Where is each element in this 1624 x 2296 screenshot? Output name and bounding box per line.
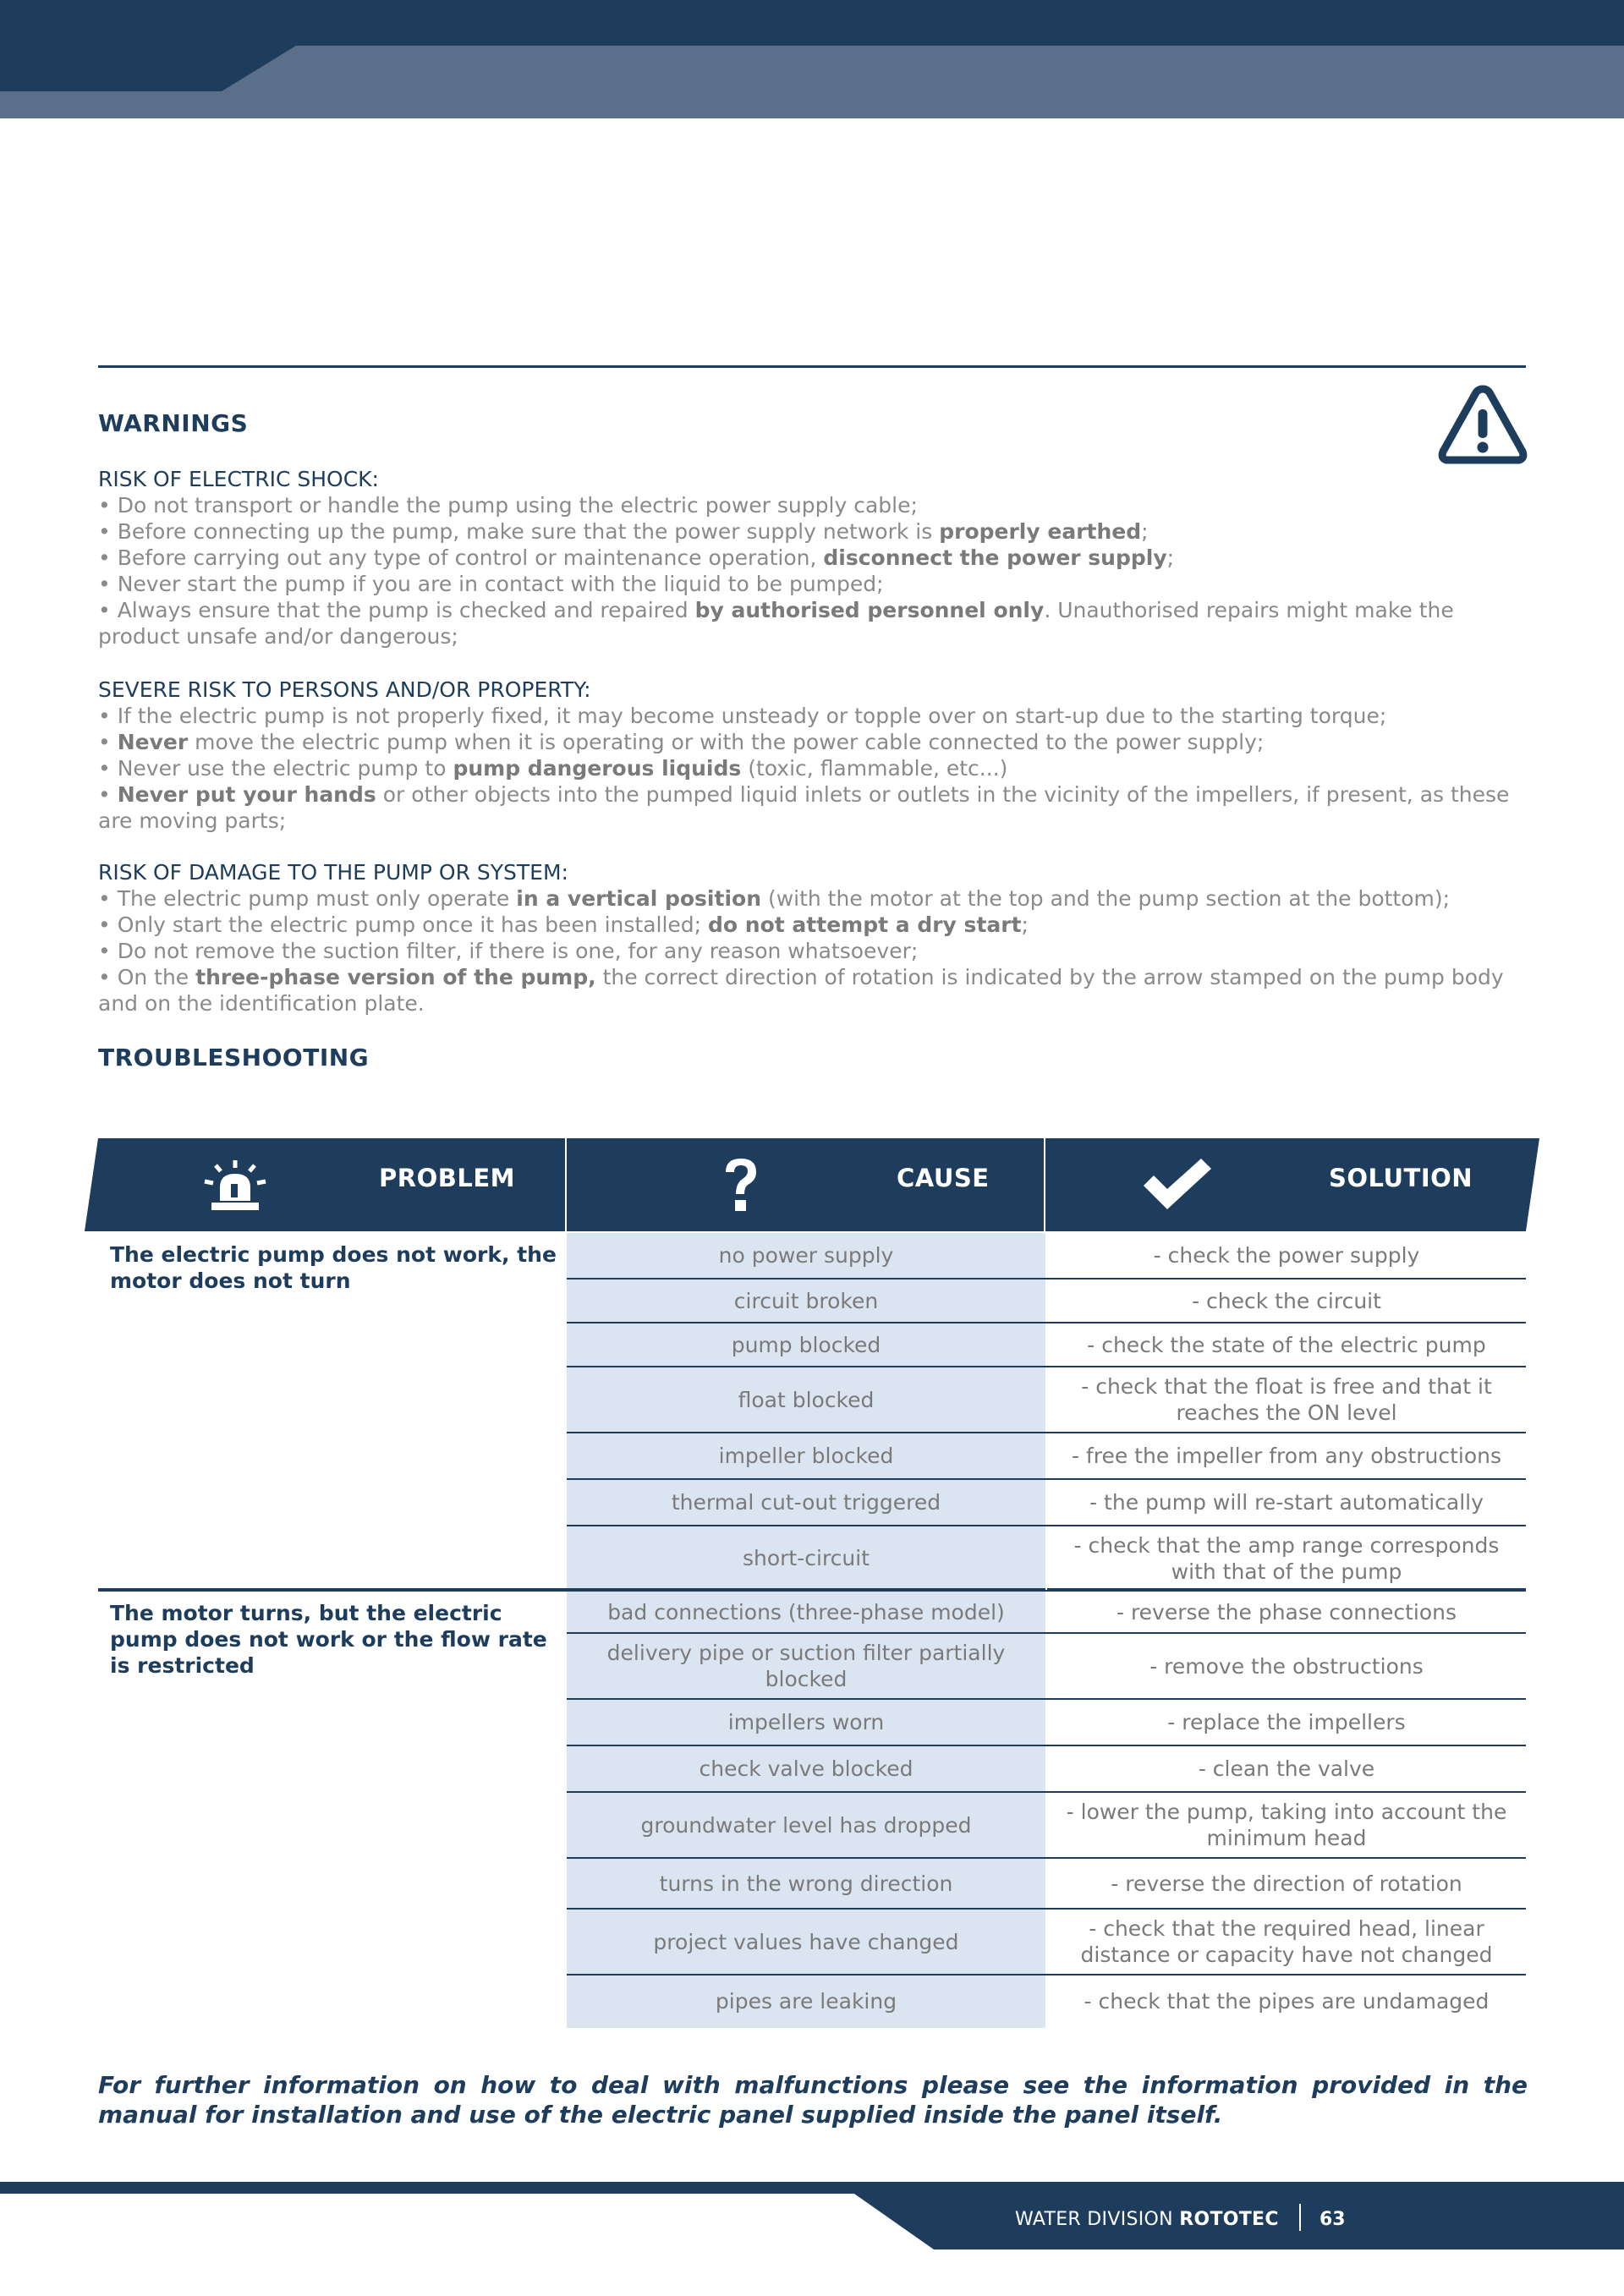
warning-text: the correct direction of rotation is indicated by the arrow stamped on the pump body and on the identification plate. xyxy=(98,965,1504,1016)
page-number: 63 xyxy=(1320,2209,1346,2230)
solution-cell: - check that the pipes are undamaged xyxy=(1045,1975,1526,2026)
header-solution: SOLUTION xyxy=(1329,1164,1473,1192)
footer-division-label: WATER DIVISION xyxy=(1015,2209,1180,2230)
solution-cell: - check the circuit xyxy=(1045,1280,1526,1322)
siren-icon xyxy=(203,1159,267,1213)
cause-cell: pump blocked xyxy=(731,1332,881,1357)
warning-line xyxy=(98,885,1528,912)
warning-line xyxy=(98,597,1528,649)
header-problem: PROBLEM xyxy=(379,1164,515,1192)
table-row xyxy=(567,1526,1526,1590)
table-row xyxy=(567,1480,1526,1525)
warning-line xyxy=(98,545,1528,571)
solution-cell: - clean the valve xyxy=(1045,1746,1526,1791)
cause-cell: turns in the wrong direction xyxy=(659,1871,953,1896)
table-row xyxy=(567,1975,1526,2026)
warning-text: • Before carrying out any type of control or maintenance operation, xyxy=(98,545,824,570)
table-row xyxy=(567,1233,1526,1278)
solution-cell: - check the power supply xyxy=(1045,1233,1526,1278)
table-row xyxy=(567,1700,1526,1745)
malfunction-note: For further information on how to deal with malfunctions please see the information provided in the manual for installation and use of the electric panel supplied inside the panel itself. xyxy=(98,2071,1528,2129)
warning-section-pump-damage xyxy=(98,859,1528,1016)
cause-cell: check valve blocked xyxy=(699,1756,914,1781)
warning-line xyxy=(98,492,1528,518)
table-row xyxy=(567,1433,1526,1478)
table-header xyxy=(85,1138,1539,1231)
solution-cell: - remove the obstructions xyxy=(1045,1634,1526,1698)
warning-text: • If the electric pump is not properly fixed, it may become unsteady or topple over on start-up due to the starting torque; xyxy=(98,704,1387,728)
warning-text: • Do not remove the suction filter, if there is one, for any reason whatsoever; xyxy=(98,939,919,963)
warning-text: • xyxy=(98,782,118,807)
solution-cell: - replace the impellers xyxy=(1045,1700,1526,1745)
warning-emphasis: pump dangerous liquids xyxy=(453,756,742,781)
table-row xyxy=(567,1634,1526,1698)
warning-text: • Never use the electric pump to xyxy=(98,756,453,781)
cause-cell: impeller blocked xyxy=(718,1444,894,1468)
troubleshooting-heading: TROUBLESHOOTING xyxy=(98,1044,370,1071)
table-header-bar xyxy=(85,1138,1539,1231)
warning-line xyxy=(98,781,1528,834)
footer-band xyxy=(0,2182,1624,2249)
solution-cell: - check the state of the electric pump xyxy=(1045,1323,1526,1366)
warning-text: (toxic, flammable, etc...) xyxy=(741,756,1008,781)
warning-text: • Do not transport or handle the pump using the electric power supply cable; xyxy=(98,493,918,518)
cause-cell: bad connections (three-phase model) xyxy=(607,1599,1005,1625)
warning-emphasis: disconnect the power supply xyxy=(823,545,1167,570)
cause-cell: float blocked xyxy=(738,1387,875,1412)
warning-line xyxy=(98,729,1528,755)
warning-text: ; xyxy=(1166,545,1175,570)
warning-triangle-icon xyxy=(1438,382,1528,467)
section-title: SEVERE RISK TO PERSONS AND/OR PROPERTY: xyxy=(98,677,591,702)
warning-emphasis: properly earthed xyxy=(939,519,1142,544)
warning-emphasis: Never xyxy=(117,730,189,754)
cause-cell: impellers worn xyxy=(727,1710,885,1734)
table-row xyxy=(567,1323,1526,1366)
warning-section-electric-shock xyxy=(98,466,1528,649)
checkmark-icon xyxy=(1142,1157,1213,1213)
table-row xyxy=(567,1859,1526,1908)
warning-line xyxy=(98,938,1528,964)
warning-emphasis: in a vertical position xyxy=(516,886,761,911)
warning-line xyxy=(98,964,1528,1016)
footer-brand: ROTOTEC xyxy=(1179,2209,1279,2230)
warning-text: • xyxy=(98,730,118,754)
warning-text: • Always ensure that the pump is checked and repaired xyxy=(98,598,695,622)
solution-cell: - the pump will re-start automatically xyxy=(1045,1480,1526,1525)
top-rule xyxy=(98,365,1526,368)
warning-text: • On the xyxy=(98,965,196,989)
warning-line xyxy=(98,755,1528,781)
solution-cell: - reverse the phase connections xyxy=(1045,1592,1526,1632)
warning-emphasis: do not attempt a dry start xyxy=(708,912,1022,937)
solution-cell: - check that the amp range corresponds with that of the pump xyxy=(1045,1526,1526,1590)
table-row xyxy=(567,1793,1526,1857)
cause-cell: groundwater level has dropped xyxy=(640,1812,972,1838)
table-row xyxy=(567,1910,1526,1974)
footer-division xyxy=(1015,2209,1279,2230)
table-row xyxy=(567,1746,1526,1791)
cause-cell: short-circuit xyxy=(742,1546,870,1570)
cause-cell: delivery pipe or suction filter partially blocked xyxy=(606,1641,1006,1691)
warning-line xyxy=(98,571,1528,597)
warning-text: (with the motor at the top and the pump section at the bottom); xyxy=(761,886,1451,911)
warning-text: • Never start the pump if you are in contact with the liquid to be pumped; xyxy=(98,572,884,596)
warning-section-severe-risk xyxy=(98,677,1528,834)
section-title: RISK OF ELECTRIC SHOCK: xyxy=(98,467,379,491)
warning-line xyxy=(98,703,1528,729)
warning-emphasis: three-phase version of the pump, xyxy=(195,965,596,989)
cause-cell: circuit broken xyxy=(733,1288,879,1313)
warning-text: ; xyxy=(1141,519,1149,544)
header-decoration xyxy=(0,0,1624,118)
table-row xyxy=(567,1367,1526,1432)
problem-2: The motor turns, but the electric pump does not work or the flow rate is restricted xyxy=(110,1601,547,1678)
warning-line xyxy=(98,912,1528,938)
solution-cell: - check that the float is free and that it reaches the ON level xyxy=(1045,1367,1526,1432)
warning-text: or other objects into the pumped liquid inlets or outlets in the vicinity of the impellers, if present, as these are moving parts; xyxy=(98,782,1510,833)
warning-text: • Only start the electric pump once it has been installed; xyxy=(98,912,709,937)
cause-cell: thermal cut-out triggered xyxy=(671,1490,941,1515)
warning-emphasis: Never put your hands xyxy=(117,782,376,807)
question-mark-icon xyxy=(721,1155,761,1216)
cause-cell: project values have changed xyxy=(653,1929,959,1954)
table-row xyxy=(567,1592,1526,1632)
problem-1: The electric pump does not work, the motor does not turn xyxy=(110,1242,557,1293)
solution-cell: - reverse the direction of rotation xyxy=(1045,1859,1526,1908)
warning-text: move the electric pump when it is operating or with the power cable connected to the power supply; xyxy=(188,730,1265,754)
warning-text: • Before connecting up the pump, make sure that the power supply network is xyxy=(98,519,940,544)
cause-cell: pipes are leaking xyxy=(715,1988,897,2014)
cause-cell: no power supply xyxy=(718,1243,894,1268)
solution-cell: - free the impeller from any obstructions xyxy=(1045,1433,1526,1478)
warnings-heading: WARNINGS xyxy=(98,409,249,437)
footer-separator xyxy=(1299,2204,1301,2231)
warning-emphasis: by authorised personnel only xyxy=(694,598,1045,622)
warning-text: • The electric pump must only operate xyxy=(98,886,517,911)
table-row xyxy=(567,1280,1526,1322)
solution-cell: - check that the required head, linear distance or capacity have not changed xyxy=(1045,1910,1526,1974)
warning-text: ; xyxy=(1021,912,1029,937)
solution-cell: - lower the pump, taking into account the minimum head xyxy=(1045,1793,1526,1857)
warning-line xyxy=(98,518,1528,545)
section-title: RISK OF DAMAGE TO THE PUMP OR SYSTEM: xyxy=(98,860,568,885)
warning-text: . Unauthorised repairs might make the product unsafe and/or dangerous; xyxy=(98,598,1454,649)
header-cause: CAUSE xyxy=(897,1164,990,1192)
